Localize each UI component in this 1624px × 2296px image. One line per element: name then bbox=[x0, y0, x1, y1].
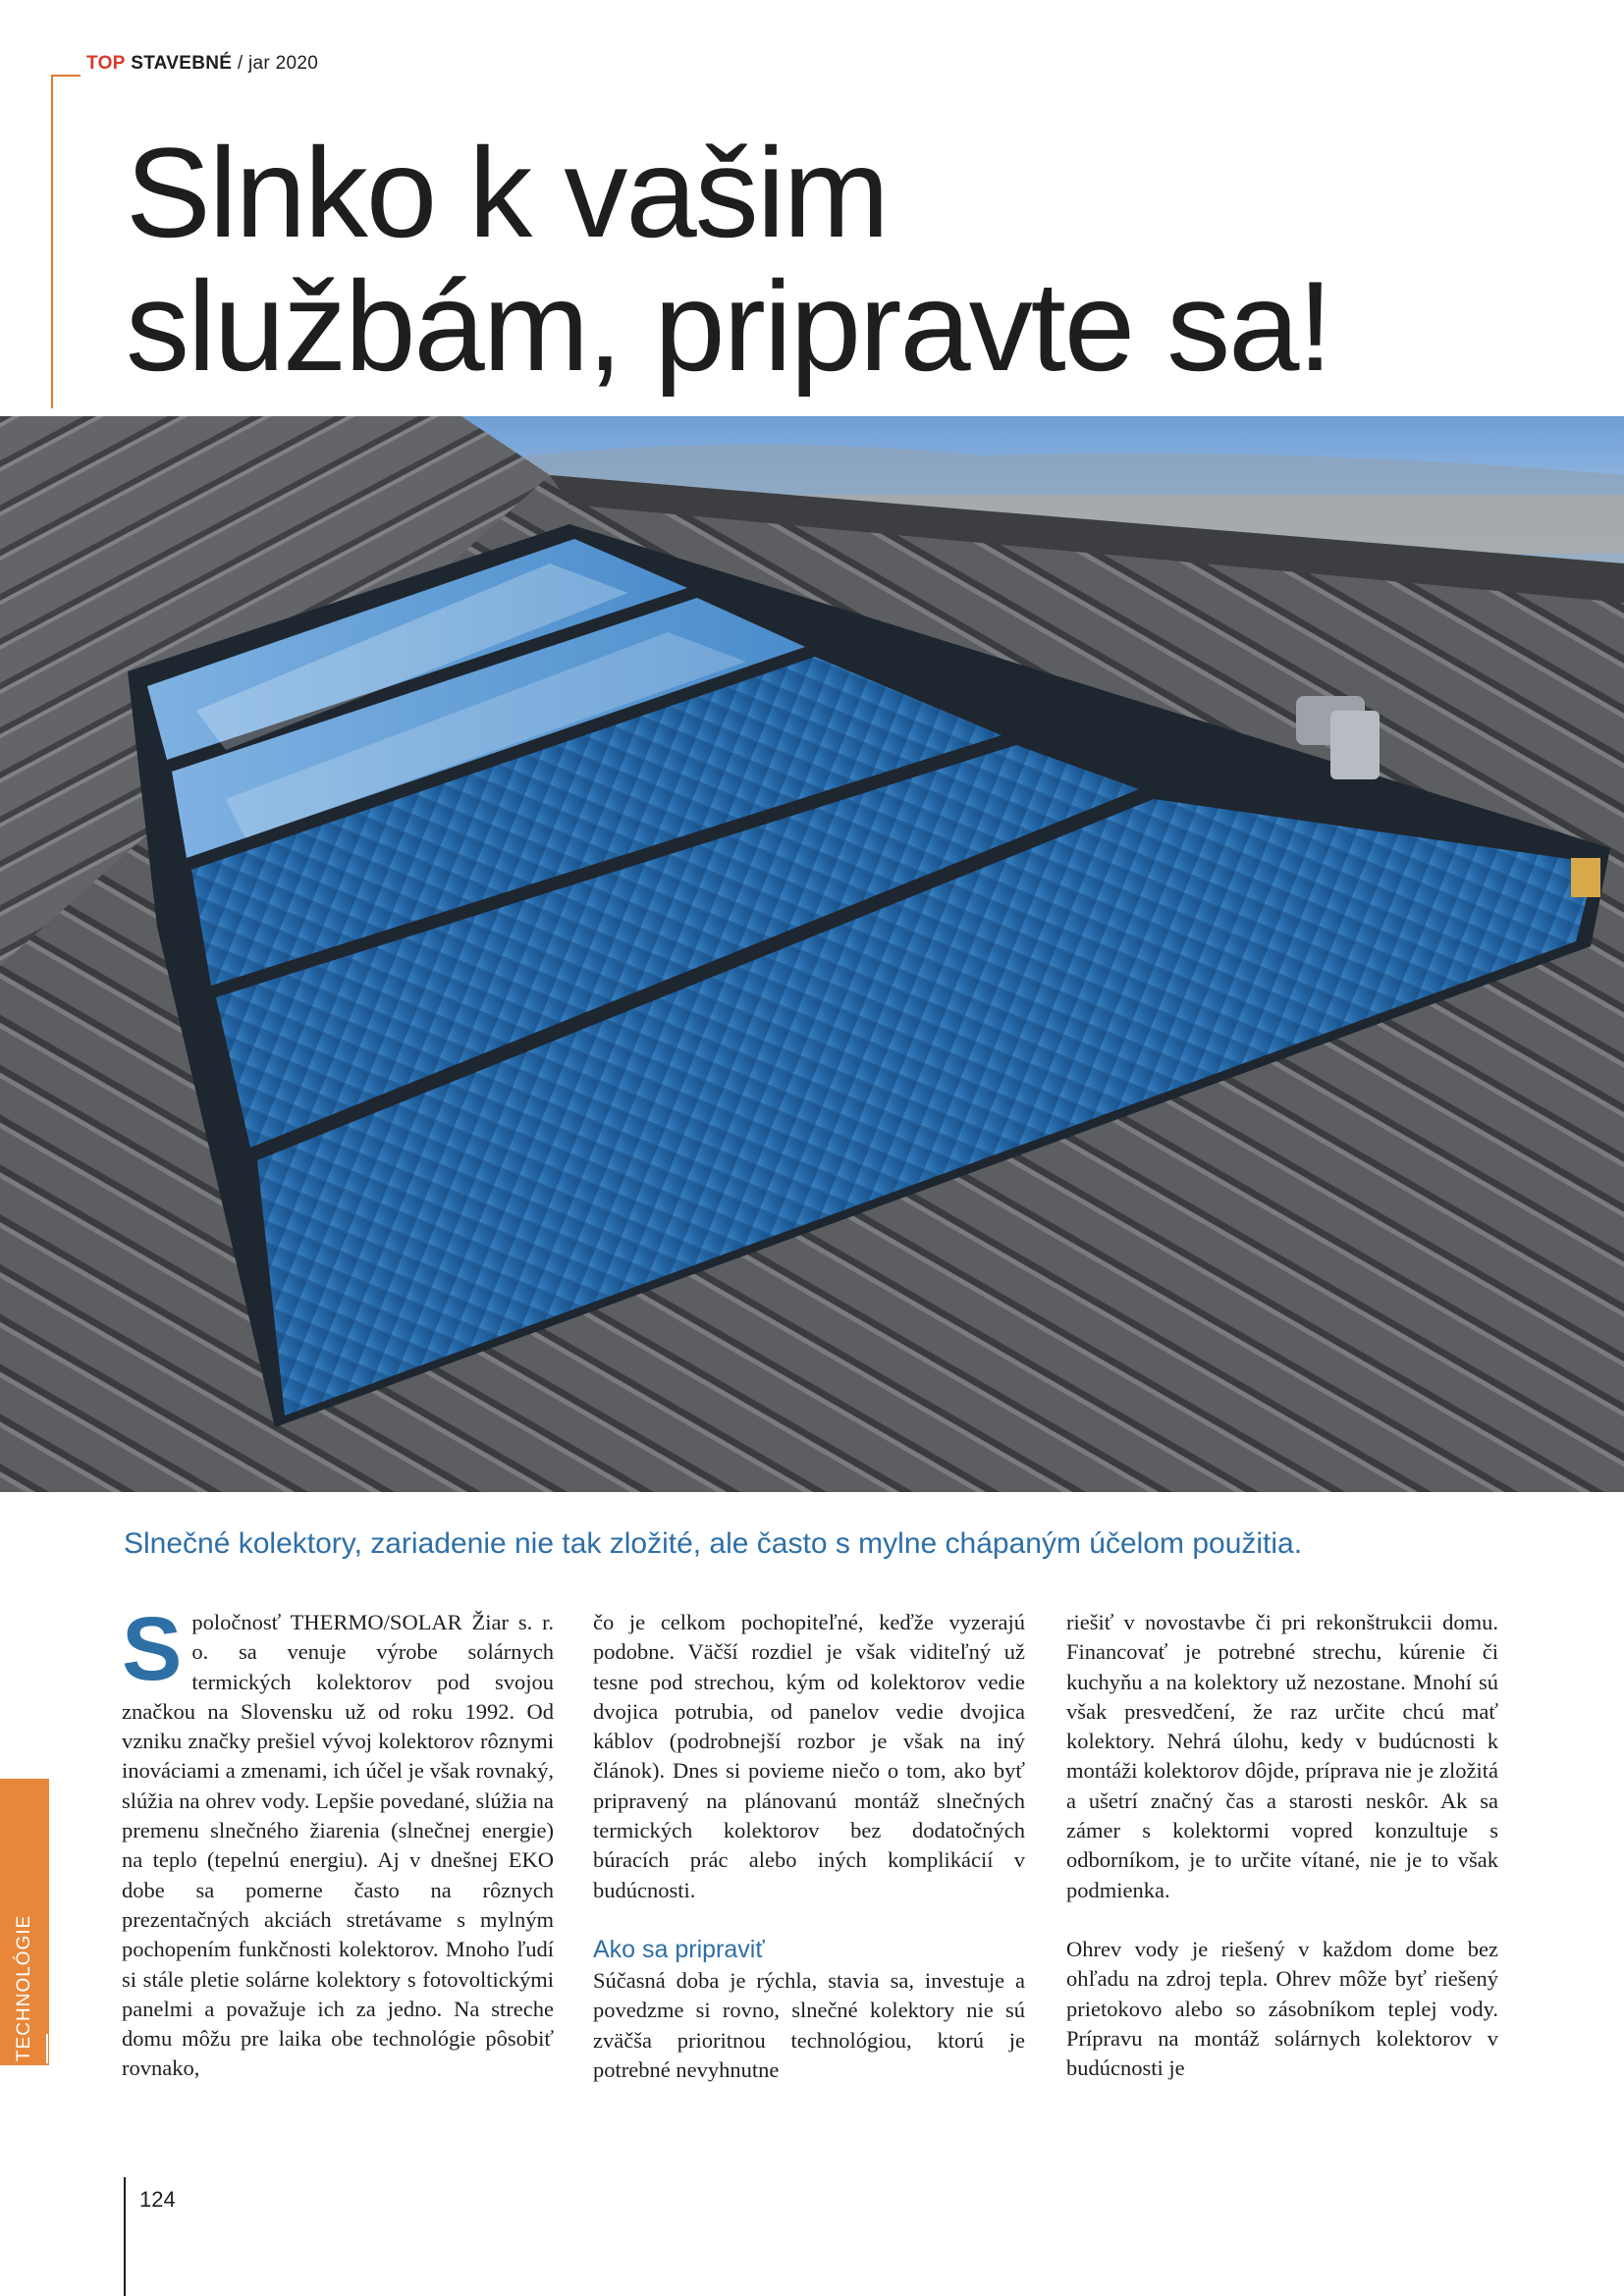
article-title-line-1: Slnko k vašim bbox=[126, 121, 888, 264]
text-column-3 bbox=[1066, 1608, 1498, 2083]
brand-name: STAVEBNÉ bbox=[131, 53, 233, 74]
article-title-line-2: službám, pripravte sa! bbox=[126, 254, 1331, 398]
column-3-paragraph-2: Ohrev vody je riešený v každom dome bez ohľadu na zdroj tepla. Ohrev môže byť riešený prietokovo alebo so zásobníkom teplej vody. Prípravu na montáž solárnych kolektorov v budúcnosti je bbox=[1066, 1936, 1498, 2081]
article-title bbox=[126, 121, 1579, 398]
header-rule-horizontal bbox=[51, 75, 81, 77]
running-head bbox=[86, 53, 318, 75]
brand-top: TOP bbox=[86, 53, 126, 74]
text-column-1 bbox=[122, 1599, 554, 2084]
section-tab-label: TECHNOLÓGIE bbox=[14, 1914, 34, 2061]
column-1-paragraph: poločnosť THERMO/SOLAR Žiar s. r. o. sa venuje výrobe solárnych termických kolektorov pod svojou značkou na Slovensku už od roku 1992. Od vzniku značky prešiel vývoj kolektorov rôznymi inováciami a zmenami, ich účel je však rovnaký, slúžia na ohrev vody. Lepšie povedané, slúžia na premenu slnečného žiarenia (slnečnej energie) na teplo (tepelnú energiu). Aj v dnešnej EKO dobe sa pomerne často na rôznych prezentačných akciách stretávame s mylným pochopením funkčnosti kolektorov. Mnoho ľudí si stále pletie solárne kolektory s fotovoltickými panelmi a považuje ich za jedno. Na streche domu môžu pre laika obe technológie pôsobiť rovnako, bbox=[122, 1610, 554, 2081]
section-tab-rule bbox=[46, 2034, 48, 2063]
article-lead: Slnečné kolektory, zariadenie nie tak zložité, ale často s mylne chápaným účelom použitia. bbox=[124, 1527, 1303, 1560]
column-2-paragraph-2: Súčasná doba je rýchla, stavia sa, investuje a povedzme si rovno, slnečné kolektory nie sú zväčša prioritnou technológiou, ktorú je potrebné nevyhnutne bbox=[593, 1967, 1025, 2082]
hero-photo bbox=[0, 416, 1624, 1492]
running-head-separator: / bbox=[232, 53, 249, 74]
folio-rule bbox=[124, 2177, 126, 2296]
section-subhead: Ako sa pripraviť bbox=[593, 1935, 765, 1963]
dropcap: S bbox=[122, 1599, 183, 1699]
header-rule-vertical bbox=[51, 75, 53, 408]
column-3-paragraph-1: riešiť v novostavbe či pri rekonštrukcii domu. Financovať je potrebné strechu, kúrenie či kuchyňu a na kolektory už nezostane. Mnohí sú však presvedčení, že raz určite chcú mať kolektory. Nehrá úlohu, kedy v budúcnosti k montáži kolektorov dôjde, príprava nie je zložitá a ušetrí značný čas a starosti neskôr. Ak sa zámer s kolektormi vopred konzultuje s odborníkom, je to určite vítané, nie je to však podmienka. bbox=[1066, 1610, 1498, 1902]
text-column-2 bbox=[593, 1608, 1025, 2085]
column-2-paragraph-1: čo je celkom pochopiteľné, keďže vyzerajú podobne. Väčší rozdiel je však viditeľný už tesne pod strechou, kým od kolektorov vedie dvojica potrubia, od panelov vedie dvojica káblov (podrobnejší rozbor je však na iný článok). Dnes si povieme niečo o tom, ako byť pripravený na plánovanú montáž slnečných termických kolektorov bez dodatočných búracích prác alebo iných komplikácií v budúcnosti. bbox=[593, 1610, 1025, 1902]
issue-label: jar 2020 bbox=[248, 53, 319, 74]
page-number: 124 bbox=[139, 2187, 176, 2212]
solar-collector-roof-photo bbox=[0, 416, 1624, 1492]
